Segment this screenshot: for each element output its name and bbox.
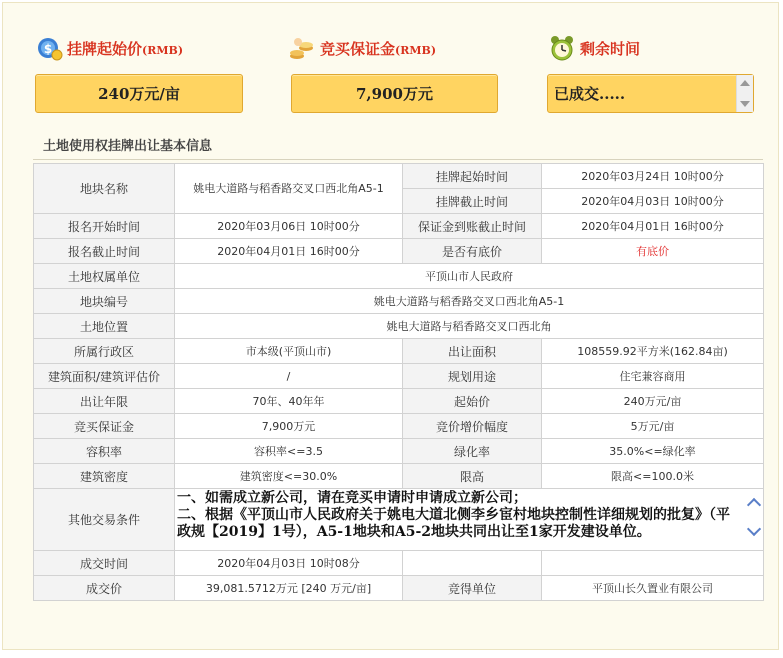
start-price-key: 起始价	[403, 389, 542, 414]
deposit-deadline-key: 保证金到账截止时间	[403, 214, 542, 239]
table-row	[34, 239, 764, 264]
reserve-value: 有底价	[542, 239, 764, 264]
coins-icon	[288, 34, 316, 62]
reserve-key: 是否有底价	[403, 239, 542, 264]
scroll-down-icon[interactable]	[740, 101, 750, 107]
alarm-clock-icon	[548, 34, 576, 62]
deal-price-key: 成交价	[34, 576, 175, 601]
other-terms-key: 其他交易条件	[34, 489, 175, 551]
remaining-time-label: 剩余时间	[580, 39, 641, 58]
winner-key: 竞得单位	[403, 576, 542, 601]
far-value: 容积率<=3.5	[175, 439, 403, 464]
list-end-value: 2020年04月03日 10时00分	[542, 189, 764, 214]
remaining-time-value: 已成交.....	[554, 85, 626, 103]
deposit-unit: (RMB)	[395, 43, 437, 57]
location-key: 土地位置	[34, 314, 175, 339]
reg-start-key: 报名开始时间	[34, 214, 175, 239]
winner-value: 平顶山长久置业有限公司	[542, 576, 764, 601]
start-price-header	[35, 33, 183, 63]
land-auction-panel	[2, 2, 779, 650]
other-terms-textbox[interactable]	[177, 490, 761, 550]
term-key: 出让年限	[34, 389, 175, 414]
deal-time-value: 2020年04月03日 10时08分	[175, 551, 403, 576]
parcel-no-value: 姚电大道路与稻香路交叉口西北角A5-1	[175, 289, 764, 314]
start-price-unit: (RMB)	[142, 43, 184, 57]
deposit-label: 竞买保证金	[320, 39, 396, 58]
remaining-time-box	[547, 74, 754, 113]
increment-key: 竞价增价幅度	[403, 414, 542, 439]
start-price-label: 挂牌起始价	[67, 39, 143, 58]
increment-value: 5万元/亩	[542, 414, 764, 439]
table-row	[34, 164, 764, 189]
deposit-value: 7,900万元	[291, 74, 498, 113]
start-price-value: 240万元/亩	[35, 74, 243, 113]
list-start-key: 挂牌起始时间	[403, 164, 542, 189]
district-key: 所属行政区	[34, 339, 175, 364]
table-row	[34, 464, 764, 489]
table-row	[34, 264, 764, 289]
table-row	[34, 314, 764, 339]
section-divider	[33, 159, 763, 160]
floor-area-key: 建筑面积/建筑评估价	[34, 364, 175, 389]
parcel-name-key: 地块名称	[34, 164, 175, 214]
table-row	[34, 339, 764, 364]
height-key: 限高	[403, 464, 542, 489]
section-title: 土地使用权挂牌出让基本信息	[43, 139, 213, 154]
chevron-down-icon[interactable]	[747, 521, 761, 535]
green-value: 35.0%<=绿化率	[542, 439, 764, 464]
table-row	[34, 551, 764, 576]
far-key: 容积率	[34, 439, 175, 464]
land-info-table	[33, 163, 764, 601]
deal-time-key: 成交时间	[34, 551, 175, 576]
table-row	[34, 489, 764, 551]
other-terms-cell	[175, 489, 764, 551]
empty-cell	[403, 551, 542, 576]
reg-end-key: 报名截止时间	[34, 239, 175, 264]
area-value: 108559.92平方米(162.84亩)	[542, 339, 764, 364]
density-key: 建筑密度	[34, 464, 175, 489]
deal-price-value: 39,081.5712万元 [240 万元/亩]	[175, 576, 403, 601]
location-value: 姚电大道路与稻香路交叉口西北角	[175, 314, 764, 339]
table-row	[34, 289, 764, 314]
area-key: 出让面积	[403, 339, 542, 364]
remaining-time-scrollbar[interactable]	[736, 75, 753, 112]
start-price-cell: 240万元/亩	[542, 389, 764, 414]
owner-key: 土地权属单位	[34, 264, 175, 289]
deposit-header	[288, 33, 436, 63]
other-terms-scrollbar[interactable]	[747, 490, 761, 550]
table-row	[34, 364, 764, 389]
svg-text:$: $	[43, 42, 53, 56]
table-row	[34, 576, 764, 601]
term-value: 70年、40年年	[175, 389, 403, 414]
floor-area-value: /	[175, 364, 403, 389]
district-value: 市本级(平顶山市)	[175, 339, 403, 364]
height-value: 限高<=100.0米	[542, 464, 764, 489]
usage-key: 规划用途	[403, 364, 542, 389]
density-value: 建筑密度<=30.0%	[175, 464, 403, 489]
table-row	[34, 214, 764, 239]
remaining-time-header	[548, 33, 640, 63]
deposit-key: 竞买保证金	[34, 414, 175, 439]
empty-cell	[542, 551, 764, 576]
list-end-key: 挂牌截止时间	[403, 189, 542, 214]
table-row	[34, 414, 764, 439]
owner-value: 平顶山市人民政府	[175, 264, 764, 289]
scroll-up-icon[interactable]	[740, 80, 750, 86]
deposit-deadline-value: 2020年04月01日 16时00分	[542, 214, 764, 239]
parcel-name-value: 姚电大道路与稻香路交叉口西北角A5-1	[175, 164, 403, 214]
list-start-value: 2020年03月24日 10时00分	[542, 164, 764, 189]
reg-end-value: 2020年04月01日 16时00分	[175, 239, 403, 264]
usage-value: 住宅兼容商用	[542, 364, 764, 389]
other-terms-line-1: 一、如需成立新公司，请在竞买申请时申请成立新公司；	[177, 489, 527, 506]
other-terms-line-2: 二、根据《平顶山市人民政府关于姚电大道北侧李乡宦村地块控制性详细规划的批复》（平政规【2019】1号），A5-1地块和A5-2地块共同出让至1家开发建设单位。	[177, 506, 730, 540]
table-row	[34, 389, 764, 414]
money-icon	[35, 34, 63, 62]
reg-start-value: 2020年03月06日 10时00分	[175, 214, 403, 239]
deposit-cell: 7,900万元	[175, 414, 403, 439]
green-key: 绿化率	[403, 439, 542, 464]
chevron-up-icon[interactable]	[747, 497, 761, 511]
table-row	[34, 439, 764, 464]
parcel-no-key: 地块编号	[34, 289, 175, 314]
